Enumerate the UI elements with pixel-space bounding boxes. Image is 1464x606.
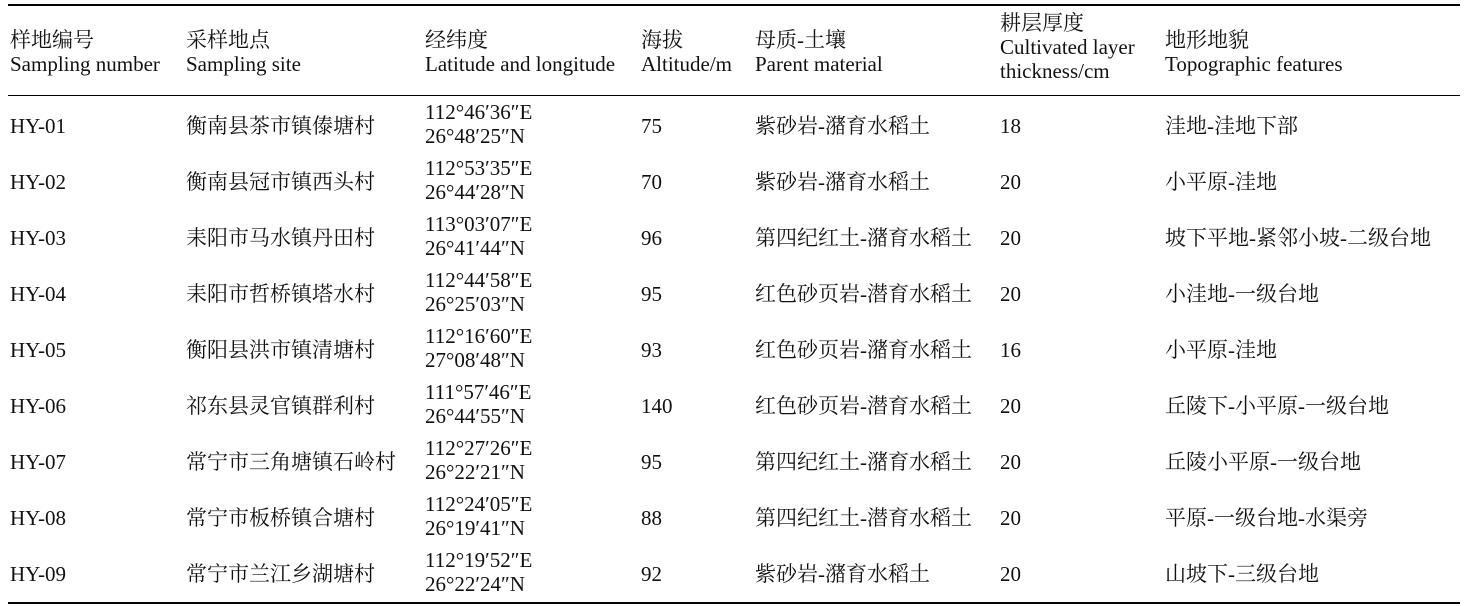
cell-topographic-features: 洼地-洼地下部 [1165,114,1298,138]
cell-topographic-features: 丘陵下-小平原-一级台地 [1165,394,1389,418]
cell-latitude: 26°48′25″N [425,124,525,148]
header-parent-material [755,28,883,76]
cell-lat-lon [425,100,532,148]
cell-sampling-number: HY-09 [10,562,66,586]
header-layer-thickness [1000,11,1135,83]
header-lat-lon-zh: 经纬度 [425,28,488,52]
header-altitude-en: Altitude/m [641,52,732,76]
cell-lat-lon [425,268,532,316]
header-topographic-features [1165,28,1343,76]
header-parent-material-en: Parent material [755,52,883,76]
header-layer-thickness-zh: 耕层厚度 [1000,11,1084,35]
cell-longitude: 112°16′60″E [425,324,533,348]
cell-sampling-number: HY-03 [10,226,66,250]
cell-layer-thickness: 16 [1000,338,1021,362]
cell-sampling-site: 常宁市三角塘镇石岭村 [186,450,396,474]
cell-topographic-features: 丘陵小平原-一级台地 [1165,450,1361,474]
cell-parent-material: 红色砂页岩-潜育水稻土 [755,394,972,418]
header-sampling-number [10,28,160,76]
header-layer-thickness-en2: thickness/cm [1000,59,1110,83]
cell-latitude: 26°41′44″N [425,236,525,260]
header-topographic-zh: 地形地貌 [1165,28,1249,52]
cell-latitude: 26°22′24″N [425,572,525,596]
cell-longitude: 112°44′58″E [425,268,533,292]
header-layer-thickness-en1: Cultivated layer [1000,35,1135,59]
cell-layer-thickness: 20 [1000,226,1021,250]
cell-layer-thickness: 18 [1000,114,1021,138]
cell-lat-lon [425,492,532,540]
cell-altitude: 95 [641,282,662,306]
header-sampling-site-zh: 采样地点 [186,28,270,52]
cell-longitude: 112°24′05″E [425,492,533,516]
cell-layer-thickness: 20 [1000,170,1021,194]
cell-topographic-features: 平原-一级台地-水渠旁 [1165,506,1368,530]
cell-altitude: 96 [641,226,662,250]
cell-longitude: 112°46′36″E [425,100,533,124]
header-sampling-number-zh: 样地编号 [10,28,94,52]
header-separator-rule [8,95,1460,96]
cell-parent-material: 红色砂页岩-潴育水稻土 [755,338,972,362]
cell-parent-material: 第四纪红土-潜育水稻土 [755,506,972,530]
header-sampling-number-en: Sampling number [10,52,160,76]
table-row [0,154,1464,210]
table-row [0,434,1464,490]
cell-topographic-features: 坡下平地-紧邻小坡-二级台地 [1165,226,1431,250]
cell-sampling-site: 常宁市兰江乡湖塘村 [186,562,375,586]
cell-sampling-site: 衡南县茶市镇傣塘村 [186,114,375,138]
cell-layer-thickness: 20 [1000,450,1021,474]
table-top-rule [8,4,1460,6]
cell-sampling-number: HY-02 [10,170,66,194]
cell-sampling-number: HY-08 [10,506,66,530]
cell-topographic-features: 小洼地-一级台地 [1165,282,1319,306]
table-bottom-rule [8,602,1460,604]
header-altitude [641,28,732,76]
cell-latitude: 26°25′03″N [425,292,525,316]
cell-altitude: 140 [641,394,673,418]
cell-latitude: 26°19′41″N [425,516,525,540]
cell-altitude: 70 [641,170,662,194]
cell-altitude: 93 [641,338,662,362]
cell-altitude: 88 [641,506,662,530]
cell-topographic-features: 小平原-洼地 [1165,170,1277,194]
cell-sampling-site: 耒阳市哲桥镇塔水村 [186,282,375,306]
cell-longitude: 111°57′46″E [425,380,532,404]
cell-parent-material: 红色砂页岩-潜育水稻土 [755,282,972,306]
cell-parent-material: 第四纪红土-潴育水稻土 [755,226,972,250]
cell-layer-thickness: 20 [1000,394,1021,418]
cell-longitude: 112°19′52″E [425,548,533,572]
cell-lat-lon [425,156,532,204]
cell-lat-lon [425,324,532,372]
cell-altitude: 75 [641,114,662,138]
table-row [0,210,1464,266]
cell-lat-lon [425,436,532,484]
cell-sampling-site: 衡南县冠市镇西头村 [186,170,375,194]
table-row [0,98,1464,154]
cell-topographic-features: 山坡下-三级台地 [1165,562,1319,586]
header-sampling-site-en: Sampling site [186,52,301,76]
cell-sampling-site: 耒阳市马水镇丹田村 [186,226,375,250]
cell-latitude: 26°44′55″N [425,404,525,428]
cell-sampling-site: 衡阳县洪市镇清塘村 [186,338,375,362]
header-altitude-zh: 海拔 [641,28,683,52]
cell-sampling-number: HY-07 [10,450,66,474]
cell-longitude: 112°53′35″E [425,156,533,180]
cell-latitude: 26°44′28″N [425,180,525,204]
cell-parent-material: 第四纪红土-潴育水稻土 [755,450,972,474]
cell-lat-lon [425,548,532,596]
header-sampling-site [186,28,301,76]
table-row [0,378,1464,434]
cell-parent-material: 紫砂岩-潴育水稻土 [755,562,930,586]
cell-longitude: 113°03′07″E [425,212,533,236]
cell-parent-material: 紫砂岩-潴育水稻土 [755,114,930,138]
cell-topographic-features: 小平原-洼地 [1165,338,1277,362]
header-topographic-en: Topographic features [1165,52,1343,76]
header-lat-lon-en: Latitude and longitude [425,52,616,76]
header-lat-lon [425,28,615,76]
cell-layer-thickness: 20 [1000,506,1021,530]
cell-sampling-number: HY-04 [10,282,66,306]
cell-lat-lon [425,212,532,260]
table-row [0,490,1464,546]
cell-longitude: 112°27′26″E [425,436,533,460]
cell-sampling-number: HY-01 [10,114,66,138]
cell-sampling-number: HY-06 [10,394,66,418]
cell-layer-thickness: 20 [1000,282,1021,306]
cell-altitude: 92 [641,562,662,586]
header-parent-material-zh: 母质-土壤 [755,28,846,52]
cell-altitude: 95 [641,450,662,474]
table-row [0,322,1464,378]
table-row [0,546,1464,602]
cell-latitude: 27°08′48″N [425,348,525,372]
table-row [0,266,1464,322]
cell-sampling-number: HY-05 [10,338,66,362]
cell-layer-thickness: 20 [1000,562,1021,586]
cell-latitude: 26°22′21″N [425,460,525,484]
cell-parent-material: 紫砂岩-潴育水稻土 [755,170,930,194]
cell-lat-lon [425,380,532,428]
cell-sampling-site: 常宁市板桥镇合塘村 [186,506,375,530]
cell-sampling-site: 祁东县灵官镇群利村 [186,394,375,418]
